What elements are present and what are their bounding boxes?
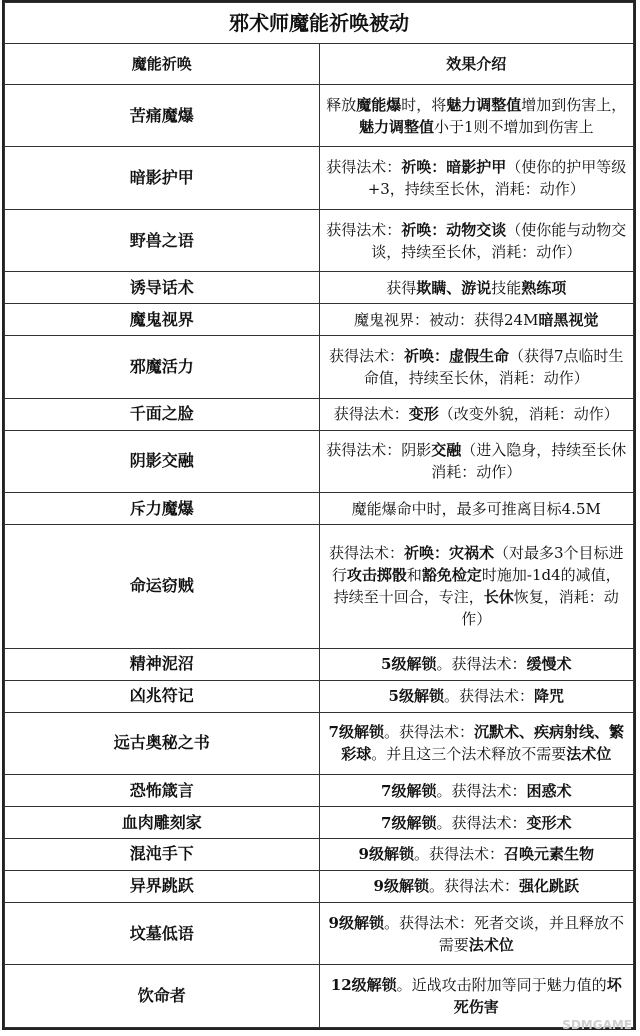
invocation-effect <box>319 304 634 336</box>
passive-table-frame <box>2 0 636 1030</box>
effect-keyword: 5级解锁 <box>388 687 444 706</box>
effect-text: 。获得法术： <box>428 877 519 896</box>
table-row <box>5 272 634 304</box>
watermark: SDMGAME <box>562 1018 632 1032</box>
effect-keyword: 7级解锁 <box>328 723 384 742</box>
table-row <box>5 902 634 964</box>
effect-keyword: 9级解锁 <box>328 913 384 932</box>
effect-keyword: 9级解锁 <box>358 845 414 864</box>
invocation-name: 坟墓低语 <box>5 902 320 964</box>
invocation-name: 阴影交融 <box>5 430 320 492</box>
table-title-row <box>5 3 634 44</box>
effect-keyword: 12级解锁 <box>330 976 397 995</box>
effect-keyword: 欺瞒、游说 <box>416 278 492 297</box>
table-row <box>5 85 634 147</box>
table-row <box>5 712 634 774</box>
effect-keyword: 祈唤： <box>403 544 449 563</box>
effect-keyword: 豁免检定 <box>421 566 482 585</box>
effect-text: 小于1则不增加到伤害上 <box>433 117 594 136</box>
effect-text: 获得法术： <box>328 544 404 563</box>
effect-text: 。获得法术： <box>436 781 527 800</box>
invocation-effect <box>319 85 634 147</box>
effect-text: （获得7点临时生命值，持续至长休，消耗：动作） <box>363 347 624 388</box>
effect-text: 获得法术： <box>326 158 402 177</box>
effect-text: 。获得法术： <box>413 845 504 864</box>
effect-keyword: 坏死伤害 <box>453 976 622 1017</box>
effect-text: 时，将 <box>401 95 447 114</box>
effect-text: 获得法术：阴影 <box>326 441 432 460</box>
invocation-name: 千面之脸 <box>5 398 320 430</box>
effect-text: （进入隐身，持续至长休消耗：动作） <box>431 441 627 482</box>
invocation-name: 精神泥沼 <box>5 648 320 680</box>
table-row <box>5 430 634 492</box>
effect-keyword: 缓慢术 <box>526 655 572 674</box>
table-row <box>5 775 634 807</box>
table-row <box>5 525 634 649</box>
invocation-effect <box>319 807 634 839</box>
effect-text: 。获得法术： <box>436 655 527 674</box>
effect-keyword: 变形 <box>408 405 439 424</box>
effect-text: 。并且这三个法术释放不需要 <box>371 745 567 764</box>
effect-text: 。获得法术： <box>443 687 534 706</box>
effect-text: （使你的护甲等级+3，持续至长休，消耗：动作） <box>367 158 627 199</box>
invocation-name: 暗影护甲 <box>5 147 320 209</box>
effect-keyword: 变形术 <box>526 813 572 832</box>
table-row <box>5 209 634 271</box>
effect-keyword: 强化跳跃 <box>518 877 579 896</box>
effect-keyword: 交融 <box>431 441 462 460</box>
invocation-name: 恐怖箴言 <box>5 775 320 807</box>
effect-keyword: 魔能爆 <box>356 95 402 114</box>
effect-text: 释放 <box>326 95 357 114</box>
effect-keyword: 7级解锁 <box>381 813 437 832</box>
effect-text: 。获得法术： <box>436 813 527 832</box>
effect-text: 魔能爆命中时，最多可推离目标4.5M <box>351 499 601 518</box>
effect-keyword: 暗黑视觉 <box>538 310 599 329</box>
table-row <box>5 147 634 209</box>
invocation-name: 邪魔活力 <box>5 336 320 398</box>
invocation-effect <box>319 336 634 398</box>
invocation-name: 野兽之语 <box>5 209 320 271</box>
invocation-name: 命运窃贼 <box>5 525 320 649</box>
column-header-name: 魔能祈唤 <box>5 44 320 85</box>
effect-text: 增加到伤害上， <box>521 95 627 114</box>
invocation-effect <box>319 272 634 304</box>
invocation-effect <box>319 839 634 871</box>
effect-keyword: 法术位 <box>468 935 514 954</box>
effect-text: 魔鬼视界：被动：获得24M <box>354 310 539 329</box>
invocation-table <box>4 2 634 1028</box>
table-row <box>5 807 634 839</box>
effect-keyword: 魅力调整值 <box>446 95 522 114</box>
effect-text: 获得法术： <box>326 220 402 239</box>
invocation-name: 诱导话术 <box>5 272 320 304</box>
invocation-name: 苦痛魔爆 <box>5 85 320 147</box>
effect-keyword: 灾祸术 <box>448 544 494 563</box>
invocation-effect <box>319 147 634 209</box>
effect-text: （对最多3个目标进行 <box>331 544 624 585</box>
effect-text: 获得 <box>386 278 417 297</box>
effect-text: 恢复，消耗：动作） <box>461 588 619 629</box>
table-row <box>5 839 634 871</box>
invocation-effect <box>319 430 634 492</box>
effect-keyword: 召唤元素生物 <box>503 845 594 864</box>
effect-keyword: 降咒 <box>533 687 564 706</box>
effect-keyword: 魅力调整值 <box>358 117 434 136</box>
effect-keyword: 祈唤：虚假生命 <box>403 347 509 366</box>
effect-keyword: 9级解锁 <box>373 877 429 896</box>
table-row <box>5 336 634 398</box>
invocation-name: 斥力魔爆 <box>5 493 320 525</box>
table-row <box>5 493 634 525</box>
invocation-effect <box>319 493 634 525</box>
table-row <box>5 304 634 336</box>
table-row <box>5 870 634 902</box>
effect-keyword: 7级解锁 <box>381 781 437 800</box>
effect-keyword: 攻击掷骰 <box>346 566 407 585</box>
effect-keyword: 沉默术、疾病射线、繁彩球 <box>341 723 624 764</box>
invocation-name: 血肉雕刻家 <box>5 807 320 839</box>
invocation-effect <box>319 870 634 902</box>
invocation-effect <box>319 209 634 271</box>
effect-text: （改变外貌，消耗：动作） <box>438 405 619 424</box>
effect-keyword: 法术位 <box>566 745 612 764</box>
invocation-effect <box>319 775 634 807</box>
effect-text: 技能 <box>491 278 522 297</box>
effect-text: 获得法术： <box>328 347 404 366</box>
invocation-effect <box>319 648 634 680</box>
invocation-effect <box>319 680 634 712</box>
effect-keyword: 长休 <box>483 588 514 607</box>
effect-keyword: 熟练项 <box>521 278 567 297</box>
invocation-effect <box>319 902 634 964</box>
effect-text: 和 <box>406 566 422 585</box>
table-row <box>5 648 634 680</box>
column-header-effect: 效果介绍 <box>319 44 634 85</box>
effect-text: （使你能与动物交谈，持续至长休，消耗：动作） <box>371 220 627 261</box>
effect-text: 时施加-1d4的减值，持续至十回合，专注， <box>333 566 621 607</box>
invocation-name: 魔鬼视界 <box>5 304 320 336</box>
effect-text: 。获得法术： <box>383 723 474 742</box>
effect-keyword: 困惑术 <box>526 781 572 800</box>
invocation-name: 凶兆符记 <box>5 680 320 712</box>
table-title: 邪术师魔能祈唤被动 <box>5 3 634 44</box>
effect-text: 。获得法术：死者交谈，并且释放不需要 <box>383 913 624 954</box>
table-header-row <box>5 44 634 85</box>
table-row <box>5 965 634 1028</box>
effect-keyword: 祈唤：暗影护甲 <box>401 158 507 177</box>
invocation-name: 混沌手下 <box>5 839 320 871</box>
invocation-name: 饮命者 <box>5 965 320 1028</box>
invocation-name: 异界跳跃 <box>5 870 320 902</box>
table-row <box>5 398 634 430</box>
invocation-effect <box>319 712 634 774</box>
invocation-effect <box>319 398 634 430</box>
table-row <box>5 680 634 712</box>
invocation-effect <box>319 525 634 649</box>
effect-text: 获得法术： <box>333 405 409 424</box>
effect-keyword: 5级解锁 <box>381 655 437 674</box>
effect-keyword: 祈唤：动物交谈 <box>401 220 507 239</box>
invocation-name: 远古奥秘之书 <box>5 712 320 774</box>
effect-text: 。近战攻击附加等同于魅力值的 <box>396 976 607 995</box>
